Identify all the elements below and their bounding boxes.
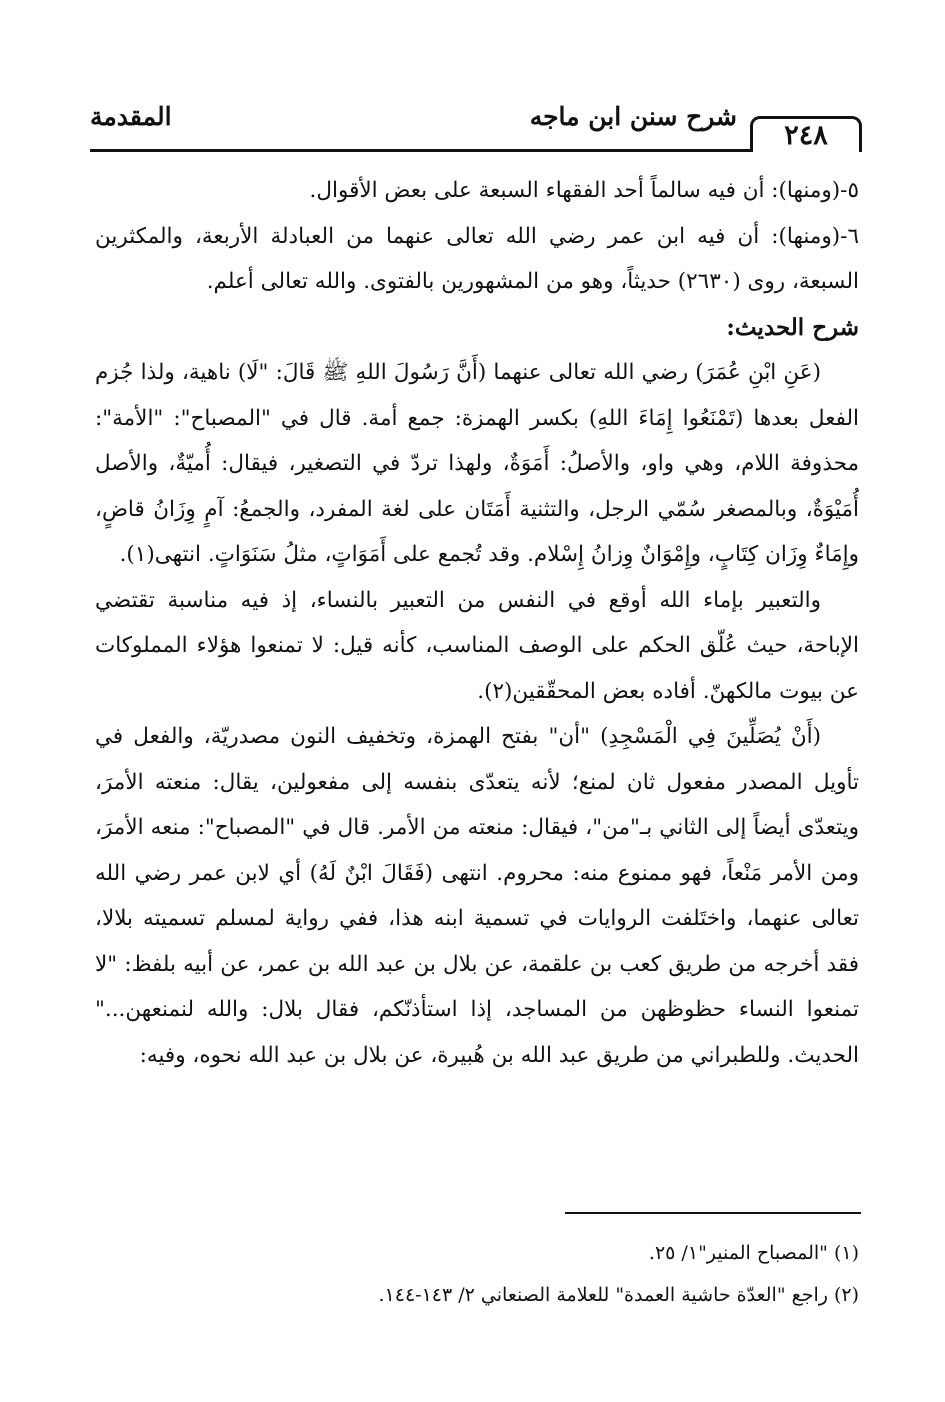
footnotes: [95, 1232, 859, 1316]
paragraph-1: ٥-(ومنها): أن فيه سالماً أحد الفقهاء السبعة على بعض الأقوال.: [309, 178, 859, 203]
paragraph-5: (أَنْ يُصَلِّينَ فِي الْمَسْجِدِ) "أن" بفتح الهمزة، وتخفيف النون مصدريّة، والفعل في تأويل المصدر مفعول ثان لمنع؛ لأنه يتعدّى بنفسه إلى مفعولين، يقال: منعته الأمرَ، ويتعدّى أيضاً إلى الثاني بـ"من"، فيقال: منعته من الأمر. قال في "المصباح": منعه الأمرَ، ومن الأمر مَنْعاً، فهو ممنوع منه: محروم. انتهى (فَقَالَ ابْنٌ لَهُ) أي لابن عمر رضي الله تعالى عنهما، واختَلفت الروايات في تسمية ابنه هذا، ففي رواية لمسلم تسميته بلالا، فقد أخرجه من طريق كعب بن علقمة، عن بلال بن عبد الله بن عمر، عن أبيه بلفظ: "لا تمنعوا النساء حظوظهن من المساجد، إذا استأذنّكم، فقال بلال: والله لنمنعهن..." الحديث. وللطبراني من طريق عبد الله بن هُبيرة، عن بلال بن عبد الله نحوه، وفيه:: [95, 724, 859, 1068]
paragraph-4: والتعبير بإماء الله أوقع في النفس من التعبير بالنساء، إذ فيه مناسبة تقتضي الإباحة، حيث عُلّق الحكم على الوصف المناسب، كأنه قيل: لا تمنعوا هؤلاء المملوكات عن بيوت مالكهنّ. أفاده بعض المحقّقين(٢).: [95, 587, 859, 704]
paragraph-3: (عَنِ ابْنِ عُمَرَ) رضي الله تعالى عنهما (أَنَّ رَسُولَ اللهِ ﷺ قَالَ: "لَا) ناهية، ولذا جُزم الفعل بعدها (تَمْنَعُوا إِمَاءَ اللهِ) بكسر الهمزة: جمع أمة. قال في "المصباح": "الأمة": محذوفة اللام، وهي واو، والأصلُ: أَمَوَةٌ، ولهذا تردّ في التصغير، فيقال: أُميّةٌ، والأصل أُمَيْوَةٌ، وبالمصغر سُمّي الرجل، والتثنية أَمَتَان على لغة المفرد، والجمعُ: آمٍ وِزَانُ قاضٍ، وإِمَاءٌ وِزَان كِتَابٍ، وإِمْوَانٌ وِزانُ إِسْلام. وقد تُجمع على أَمَوَاتٍ، مثلُ سَنَوَاتٍ. انتهى(١).: [95, 360, 859, 567]
header-rule: [90, 149, 752, 152]
page-header: [90, 92, 862, 152]
footnote-1: (١) "المصباح المنير"١/ ٢٥.: [648, 1242, 859, 1264]
section-heading: شرح الحديث:: [726, 313, 859, 341]
book-title: شرح سنن ابن ماجه: [529, 102, 737, 131]
paragraph-2: ٦-(ومنها): أن فيه ابن عمر رضي الله تعالى عنهما من العبادلة الأربعة، والمكثرين السبعة، روى (٢٦٣٠) حديثاً، وهو من المشهورين بالفتوى. والله تعالى أعلم.: [95, 223, 859, 294]
main-text: [95, 168, 859, 1078]
footnote-divider: [565, 1212, 861, 1214]
section-title: المقدمة: [90, 102, 172, 131]
footnote-2: (٢) راجع "العدّة حاشية العمدة" للعلامة الصنعاني ٢/ ١٤٣-١٤٤.: [378, 1284, 859, 1306]
page-number: ٢٤٨: [750, 116, 862, 152]
